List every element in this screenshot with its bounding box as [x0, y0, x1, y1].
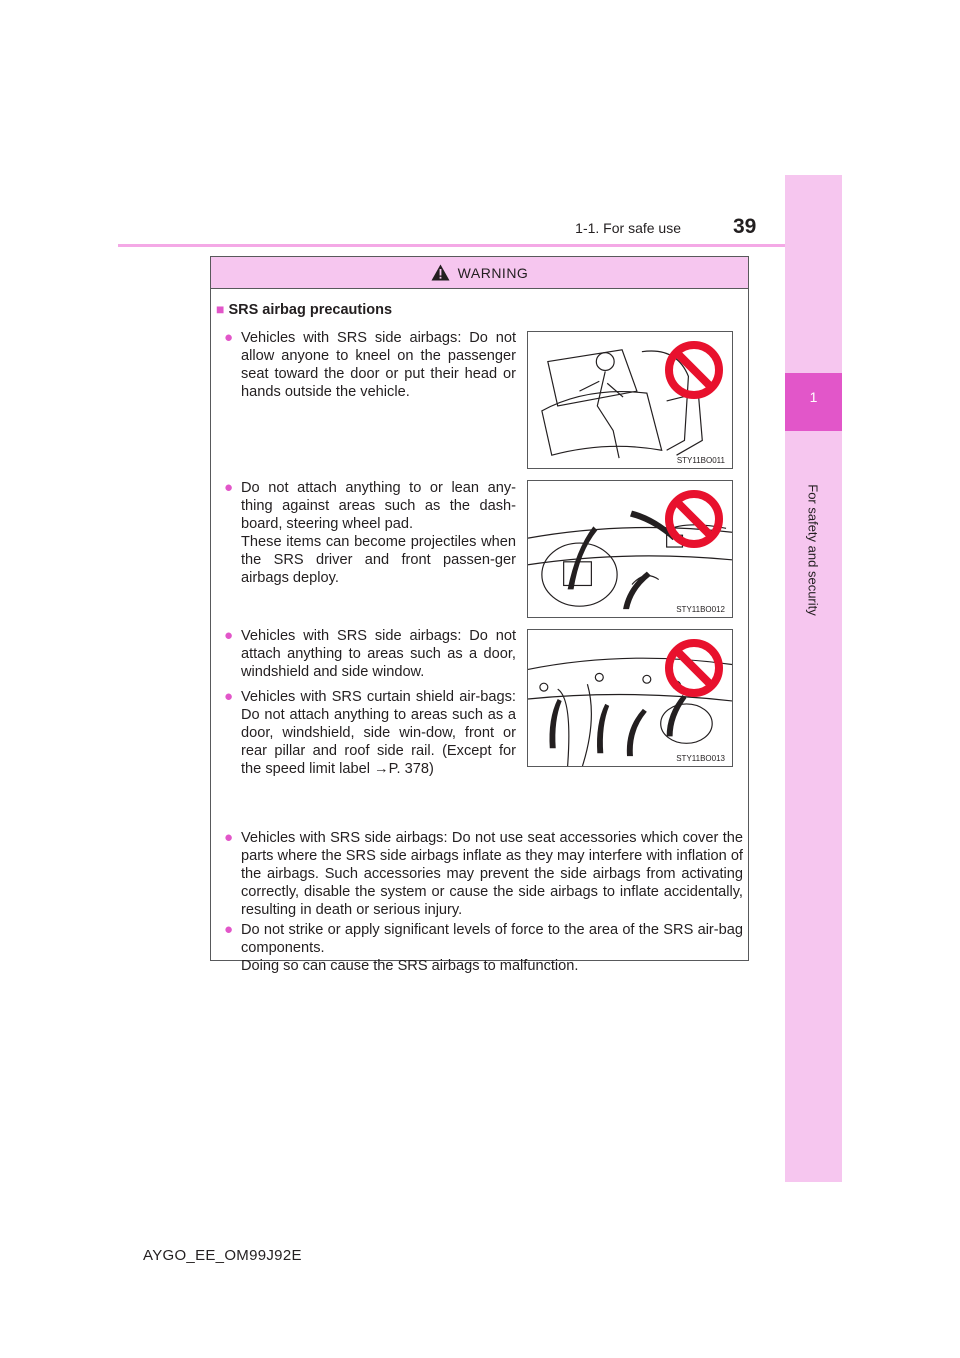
section-heading-text: SRS airbag precautions	[228, 302, 393, 318]
chapter-tab	[785, 373, 842, 431]
bullet-item	[224, 627, 516, 681]
illustration-dashboard-objects	[527, 480, 733, 618]
bullet-item	[224, 921, 743, 975]
section-title: 1-1. For safe use	[575, 220, 681, 236]
document-code: AYGO_EE_OM99J92E	[143, 1247, 302, 1264]
page-number: 39	[733, 215, 757, 238]
warning-box	[210, 256, 749, 974]
bullet-text: Vehicles with SRS curtain shield air-bags: Do not attach anything to areas such as a door, windshield, side win-dow, front or rear pillar and roof side rail. (Except for the speed limit label →P. 378)	[241, 689, 516, 777]
bullet-text: Doing so can cause the SRS airbags to malfunction.	[241, 958, 579, 974]
chapter-title: For safety and security	[805, 484, 821, 616]
bullet-text: Vehicles with SRS side airbags: Do not attach anything to areas such as a door, windshield and side window.	[241, 628, 516, 680]
header-rule	[118, 244, 785, 247]
bullet-dot-icon: ●	[224, 688, 234, 705]
bullet-item	[224, 688, 516, 778]
warning-title: WARNING	[457, 264, 529, 281]
square-bullet-icon: ■	[216, 301, 225, 317]
bullet-dot-icon: ●	[224, 627, 234, 644]
illustration-kneeling-passenger	[527, 331, 733, 469]
bullet-text: Vehicles with SRS side airbags: Do not use seat accessories which cover the parts where the SRS side airbags inflate as they may interfere with inflation of the airbags. Such accessories may prevent the side airbags from activating correctly, disable the system or cause the side airbags to inflate accidentally, resulting in death or serious injury.	[241, 830, 743, 918]
warning-triangle-icon	[431, 264, 450, 281]
bullet-text: Do not attach anything to or lean any-thing against areas such as the dash-board, steering wheel pad.	[241, 480, 516, 532]
bullet-text: Vehicles with SRS side airbags: Do not allow anyone to kneel on the passenger seat toward the door or put their head or hands outside the vehicle.	[241, 330, 516, 400]
bullet-item	[224, 829, 743, 919]
bullet-text: Do not strike or apply significant levels of force to the area of the SRS air-bag components.	[241, 922, 743, 956]
warning-header	[211, 257, 748, 289]
bullet-item	[224, 479, 516, 587]
section-heading	[216, 301, 392, 318]
bullet-dot-icon: ●	[224, 829, 234, 846]
prohibited-icon	[664, 489, 724, 549]
illustration-code: STY11BO013	[676, 754, 725, 763]
chapter-tab-strip	[785, 175, 842, 1182]
illustration-door-window-objects	[527, 629, 733, 767]
prohibited-icon	[664, 340, 724, 400]
bullet-dot-icon: ●	[224, 479, 234, 496]
chapter-number: 1	[809, 389, 818, 405]
bullet-item	[224, 329, 516, 401]
bullet-dot-icon: ●	[224, 329, 234, 346]
illustration-code: STY11BO011	[676, 456, 725, 465]
illustration-code: STY11BO012	[676, 605, 725, 614]
bullet-text: These items can become projectiles when the SRS driver and front passen-ger airbags deploy.	[241, 534, 516, 586]
prohibited-icon	[664, 638, 724, 698]
bullet-dot-icon: ●	[224, 921, 234, 938]
